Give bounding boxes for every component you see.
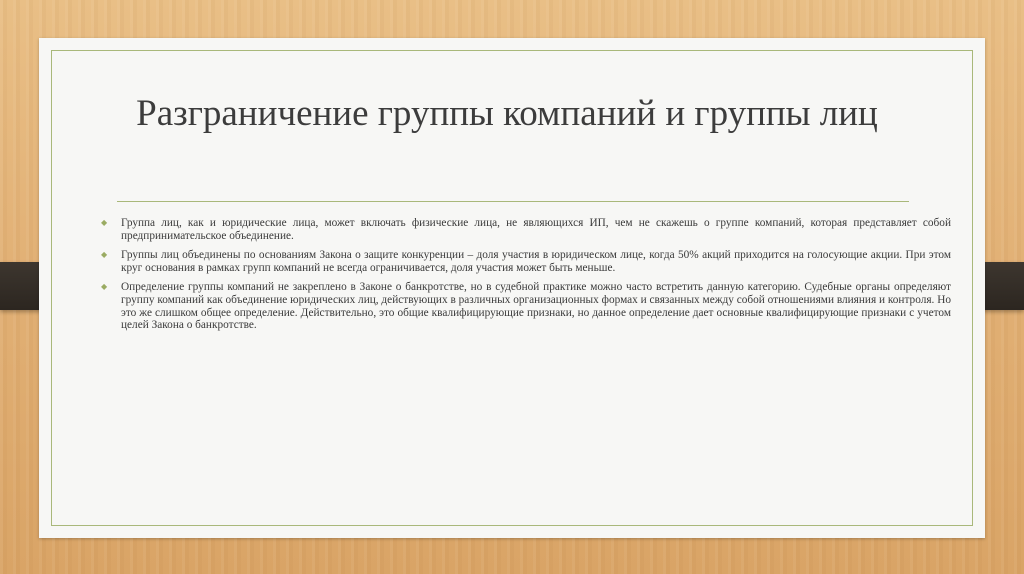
diamond-bullet-icon: ◆	[101, 218, 108, 227]
bullet-text: Определение группы компаний не закреплено в Законе о банкротстве, но в судебной практике можно часто встретить данную категорию. Судебные органы определяют группу компаний как объединение юридических лиц, действующих в различных организационных формах и связанных между собой отношениями влияния и контроля. Но это же слишком общее определение. Действительно, это общие квалифицирующие признаки, но данное определение дает основные квалифицирующие признаки с учетом целей Закона о банкротстве.	[121, 281, 951, 332]
bullet-item	[101, 249, 951, 274]
bullet-item	[101, 281, 951, 331]
bullet-list	[101, 217, 951, 339]
bullet-item	[101, 217, 951, 242]
diamond-bullet-icon: ◆	[101, 250, 108, 260]
diamond-bullet-icon: ◆	[101, 282, 108, 292]
title-divider	[117, 201, 909, 202]
bullet-text: Группа лиц, как и юридические лица, может включать физические лица, не являющихся ИП, чем не скажешь о группе компаний, которая представляет собой предпринимательское объединение.	[121, 217, 951, 242]
bullet-text: Группы лиц объединены по основаниям Закона о защите конкуренции – доля участия в юридическом лице, когда 50% акций приходится на голосующие акции. При этом круг основания в рамках групп компаний не всегда ограничивается, доля участия может быть меньше.	[121, 249, 951, 274]
slide	[39, 38, 985, 538]
slide-title: Разграничение группы компаний и группы лиц	[136, 93, 878, 134]
